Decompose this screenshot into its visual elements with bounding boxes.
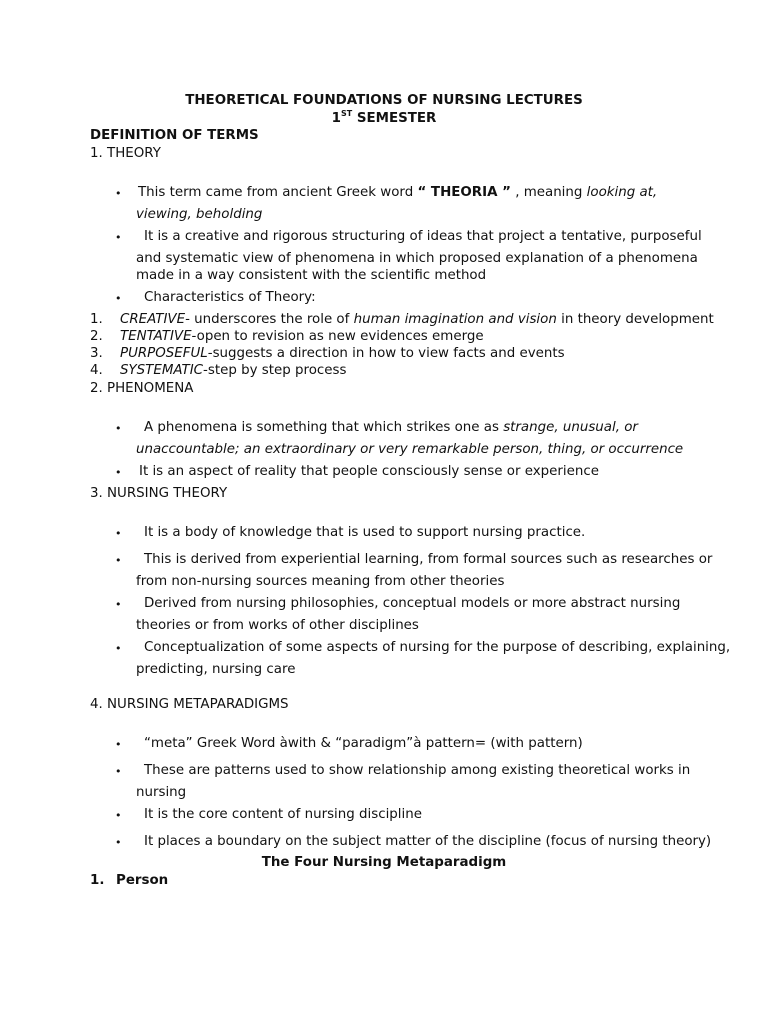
theory-bullet-2-line-2: and systematic view of phenomena in which proposed explanation of a phenomena bbox=[136, 251, 698, 266]
bullet-icon: • bbox=[115, 554, 122, 567]
bullet-icon: • bbox=[115, 738, 122, 751]
nursing-theory-bullet-4-line-1: Conceptualization of some aspects of nursing for the purpose of describing, explaining, bbox=[144, 640, 731, 655]
metaparadigms-bullet-2-line-1: These are patterns used to show relationship among existing theoretical works in bbox=[144, 763, 691, 778]
section-heading-theory: 1. THEORY bbox=[90, 146, 161, 161]
characteristic-text: -suggests a direction in how to view facts and events bbox=[207, 346, 565, 361]
bullet-icon: • bbox=[115, 836, 122, 849]
bullet-icon: • bbox=[115, 292, 122, 305]
theory-b1-term: “ THEORIA ” bbox=[417, 185, 511, 200]
section-heading-nursing-theory: 3. NURSING THEORY bbox=[90, 486, 228, 501]
semester-label: SEMESTER bbox=[352, 111, 437, 126]
bullet-icon: • bbox=[115, 466, 122, 479]
nursing-theory-bullet-2-line-1: This is derived from experiential learning, from formal sources such as researches or bbox=[144, 552, 713, 567]
bullet-icon: • bbox=[115, 231, 122, 244]
nursing-theory-bullet-1: It is a body of knowledge that is used to support nursing practice. bbox=[144, 525, 586, 540]
nursing-theory-bullet-3-line-1: Derived from nursing philosophies, conceptual models or more abstract nursing bbox=[144, 596, 681, 611]
phenomena-bullet-2: It is an aspect of reality that people consciously sense or experience bbox=[139, 464, 599, 479]
person-heading: Person bbox=[116, 873, 169, 888]
theory-bullet-3: Characteristics of Theory: bbox=[144, 290, 316, 305]
phenomena-bullet-1-line-2: unaccountable; an extraordinary or very remarkable person, thing, or occurrence bbox=[136, 442, 684, 457]
metaparadigms-bullet-3: It is the core content of nursing discipline bbox=[144, 807, 422, 822]
bullet-icon: • bbox=[115, 187, 122, 200]
theory-b1-meaning: , meaning bbox=[510, 185, 587, 200]
characteristic-systematic bbox=[120, 362, 346, 380]
characteristic-creative bbox=[120, 311, 714, 329]
characteristic-number: 4. bbox=[90, 363, 103, 378]
characteristic-text: - underscores the role of bbox=[185, 312, 354, 327]
bullet-icon: • bbox=[115, 527, 122, 540]
nursing-theory-bullet-2-line-2: from non-nursing sources meaning from other theories bbox=[136, 574, 505, 589]
four-metaparadigm-heading: The Four Nursing Metaparadigm bbox=[261, 855, 507, 870]
nursing-theory-bullet-4-line-2: predicting, nursing care bbox=[136, 662, 296, 677]
section-heading-metaparadigms: 4. NURSING METAPARADIGMS bbox=[90, 697, 289, 712]
section-heading-phenomena: 2. PHENOMENA bbox=[90, 381, 194, 396]
bullet-icon: • bbox=[115, 422, 122, 435]
metaparadigms-bullet-2-line-2: nursing bbox=[136, 785, 187, 800]
nursing-theory-bullet-3-line-2: theories or from works of other disciplines bbox=[136, 618, 419, 633]
characteristic-text-end: in theory development bbox=[556, 312, 714, 327]
theory-b1-italic: looking at, bbox=[586, 185, 658, 200]
characteristic-text: -open to revision as new evidences emerge bbox=[191, 329, 484, 344]
bullet-icon: • bbox=[115, 765, 122, 778]
theory-b1-text: This term came from ancient Greek word bbox=[138, 185, 418, 200]
semester-superscript: ST bbox=[340, 109, 353, 118]
bullet-icon: • bbox=[115, 809, 122, 822]
metaparadigms-bullet-1: “meta” Greek Word àwith & “paradigm”à pattern= (with pattern) bbox=[144, 736, 583, 751]
phenomena-bullet-1-line-1 bbox=[144, 419, 638, 437]
bullet-icon: • bbox=[115, 642, 122, 655]
metaparadigms-bullet-4: It places a boundary on the subject matter of the discipline (focus of nursing theory) bbox=[144, 834, 712, 849]
person-number: 1. bbox=[90, 873, 105, 888]
definitions-heading: DEFINITION OF TERMS bbox=[90, 128, 259, 143]
phenomena-b1-italic: strange, unusual, or bbox=[503, 420, 638, 435]
semester-number: 1 bbox=[331, 111, 341, 126]
characteristic-number: 2. bbox=[90, 329, 103, 344]
characteristic-term: SYSTEMATIC bbox=[120, 363, 204, 378]
bullet-icon: • bbox=[115, 598, 122, 611]
document-title: THEORETICAL FOUNDATIONS OF NURSING LECTURES bbox=[185, 93, 583, 108]
characteristic-purposeful bbox=[120, 345, 565, 363]
theory-bullet-2-line-1: It is a creative and rigorous structuring of ideas that project a tentative, purposeful bbox=[144, 229, 702, 244]
characteristic-term: TENTATIVE bbox=[120, 329, 192, 344]
characteristic-number: 3. bbox=[90, 346, 103, 361]
phenomena-b1-text: A phenomena is something that which strikes one as bbox=[144, 420, 504, 435]
characteristic-term: CREATIVE bbox=[120, 312, 186, 327]
characteristic-text: -step by step process bbox=[203, 363, 347, 378]
theory-bullet-1-line-2: viewing, beholding bbox=[136, 207, 263, 222]
characteristic-italic: human imagination and vision bbox=[353, 312, 557, 327]
theory-bullet-2-line-3: made in a way consistent with the scientific method bbox=[136, 268, 487, 283]
characteristic-term: PURPOSEFUL bbox=[120, 346, 208, 361]
characteristic-number: 1. bbox=[90, 312, 103, 327]
semester-line bbox=[0, 110, 768, 128]
characteristic-tentative bbox=[120, 328, 484, 346]
theory-bullet-1-line-1 bbox=[138, 184, 657, 202]
